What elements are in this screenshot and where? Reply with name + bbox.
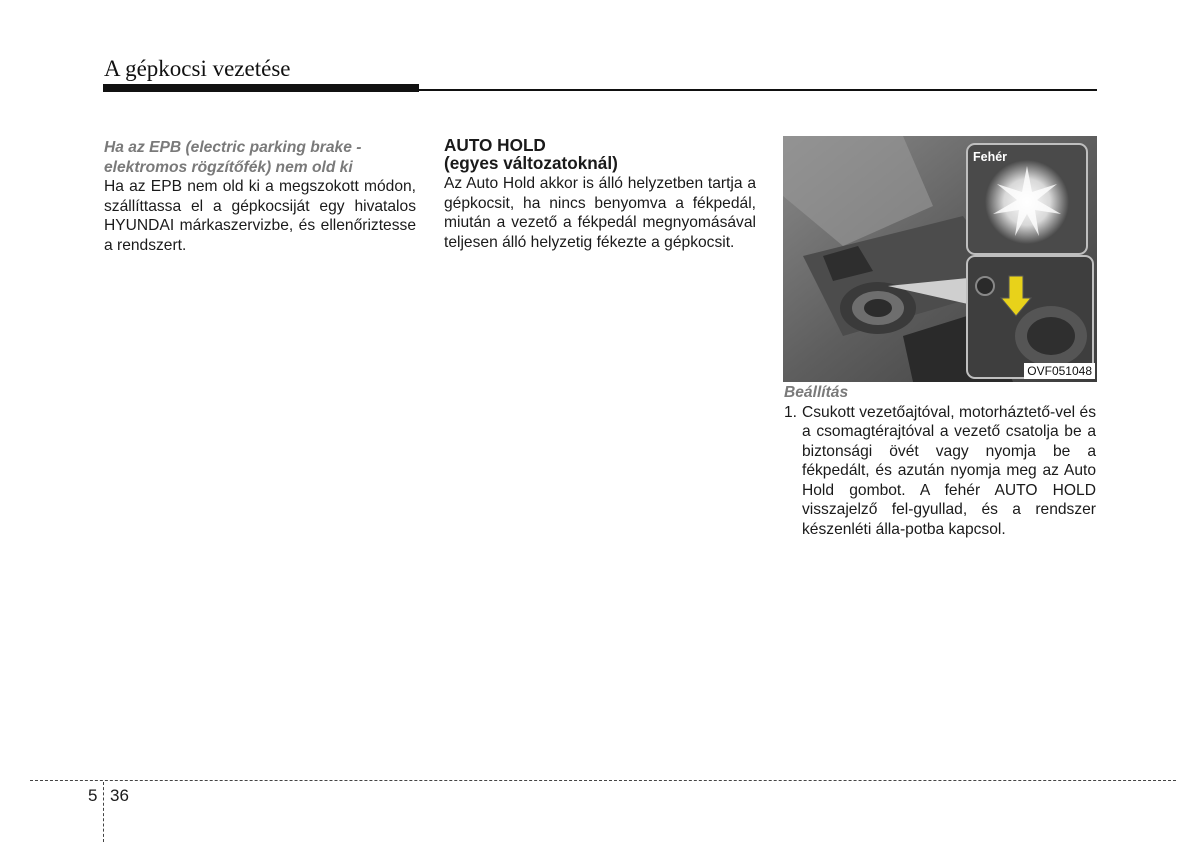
figure-code: OVF051048	[1024, 363, 1095, 379]
setup-subheading: Beállítás	[784, 384, 849, 401]
header-rule-thin	[419, 89, 1097, 91]
step-number: 1.	[784, 403, 798, 421]
console-photo	[783, 136, 1097, 382]
auto-hold-body-text: Az Auto Hold akkor is álló helyzetben tartja a gépkocsit, ha nincs benyomva a fékpedál, miután a vezető a fékpedál megnyomásával teljesen álló helyzetig fékezte a gépkocsit.	[444, 175, 756, 251]
footer-rule	[30, 780, 1176, 781]
page-header-title: A gépkocsi vezetése	[104, 56, 291, 81]
auto-hold-heading-line2: (egyes változatoknál)	[444, 153, 618, 173]
column-auto-hold	[444, 136, 756, 252]
auto-hold-figure	[783, 136, 1097, 382]
step-item	[784, 403, 1096, 540]
epb-body-text: Ha az EPB nem old ki a megszokott módon, szállíttassa el a gépkocsiját egy hivatalos HYUNDAI márkaszervizbe, és ellenőriztesse a rendszert.	[104, 178, 416, 254]
epb-subheading-line2: elektromos rögzítőfék) nem old ki	[104, 158, 353, 176]
column-epb	[104, 138, 416, 255]
chapter-number: 5	[88, 786, 98, 805]
column-setup	[784, 383, 1096, 540]
epb-subheading	[104, 138, 416, 177]
epb-subheading-line1: Ha az EPB (electric parking brake -	[104, 139, 362, 156]
auto-hold-heading	[444, 136, 756, 172]
page-number: 36	[110, 786, 129, 805]
auto-hold-heading-line1: AUTO HOLD	[444, 135, 546, 155]
header-rule-thick	[103, 84, 419, 92]
step-text: Csukott vezetőajtóval, motorháztető-vel és a csomagtérajtóval a vezető csatolja be a biztonsági övét vagy nyomja be a fékpedált, és azután nyomja meg az Auto Hold gombot. A fehér AUTO HOLD visszajelző fel-gyullad, és a rendszer készenléti álla-potba kapcsol.	[802, 403, 1096, 539]
inset-label-white: Fehér	[973, 150, 1008, 164]
footer-vertical-rule	[103, 782, 104, 842]
